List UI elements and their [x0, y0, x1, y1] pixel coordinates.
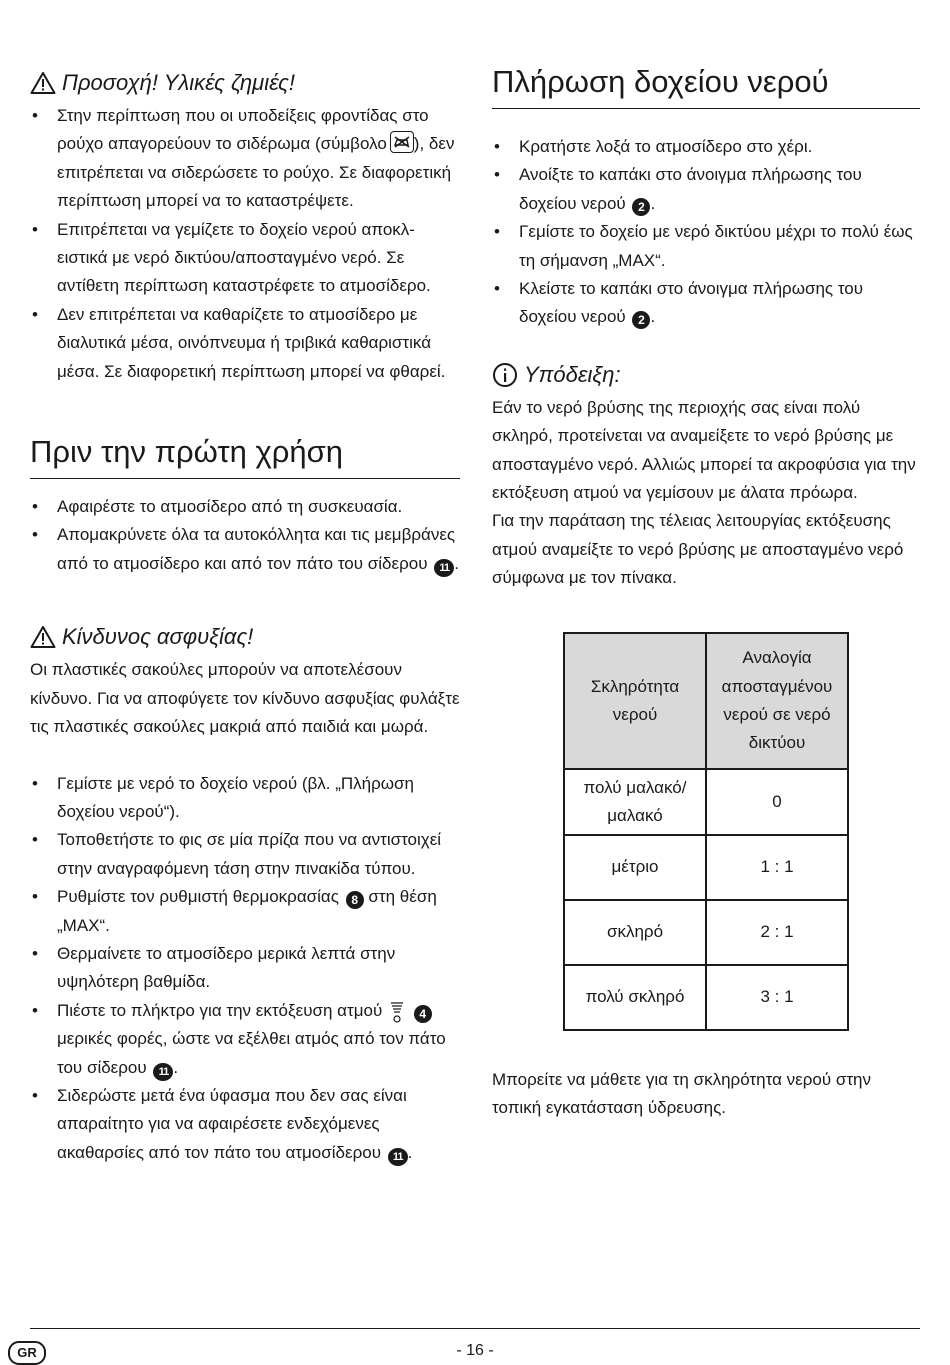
list-item: • Επιτρέπεται να γεμίζετε το δοχείο νερού αποκλ- ειστικά με νερό δικτύου/αποσταγμένο νερό. Σε αντίθετη περίπτωση καταστρέφετε το ατμοσίδερο.	[30, 216, 460, 301]
steam-button-icon	[389, 1000, 405, 1024]
part-number-badge: 11	[388, 1148, 408, 1166]
danger-title: Κίνδυνος ασφυξίας!	[62, 624, 254, 650]
note-paragraph: Εάν το νερό βρύσης της περιοχής σας είναι πολύ σκληρό, προτείνεται να αναμείξετε το νερό βρύσης με αποσταγμένο νερό. Αλλιώς μπορεί τα ακροφύσια για την εκτόξευση ατμού να γεμίσουν με άλατα πρόωρα.	[492, 397, 916, 503]
fill-tank-list	[492, 133, 920, 332]
warning-triangle-icon	[30, 625, 56, 649]
list-item: • Απομακρύνετε όλα τα αυτοκόλλητα και τις μεμβράνες από το ατμοσίδερο και από τον πάτο του σίδερου 11 .	[30, 521, 460, 578]
table-row	[564, 965, 848, 1030]
list-item: • Κρατήστε λοξά το ατμοσίδερο στο χέρι.	[492, 133, 920, 161]
list-item: • Σιδερώστε μετά ένα ύφασμα που δεν σας είναι απαραίτητο για να αφαιρέσετε ενδεχόμενες ακαθαρσίες από τον πάτο του ατμοσίδερου 11 .	[30, 1082, 460, 1167]
warning-triangle-icon	[30, 71, 56, 95]
footer-divider	[30, 1328, 920, 1329]
list-item: • Δεν επιτρέπεται να καθαρίζετε το ατμοσίδερο με διαλυτικά μέσα, οινόπνευμα ή τριβικά καθαριστικά μέσα. Σε διαφορετική περίπτωση μπορεί να φθαρεί.	[30, 301, 460, 386]
left-column	[30, 62, 460, 1167]
no-ironing-icon	[390, 131, 414, 153]
table-cell: πολύ μαλακό/ μαλακό	[564, 769, 706, 835]
note-heading	[492, 360, 920, 390]
caution-heading	[30, 68, 460, 98]
list-item: • Ανοίξτε το καπάκι στο άνοιγμα πλήρωσης του δοχείου νερού 2 .	[492, 161, 920, 218]
note-title: Υπόδειξη:	[524, 361, 621, 387]
water-hardness-table	[563, 632, 849, 1031]
table-cell: 1 : 1	[706, 835, 848, 900]
part-number-badge: 2	[632, 311, 650, 329]
table-row	[564, 900, 848, 965]
table-cell: 2 : 1	[706, 900, 848, 965]
right-column	[492, 62, 920, 593]
list-item: • Θερμαίνετε το ατμοσίδερο μερικά λεπτά στην υψηλότερη βαθμίδα.	[30, 940, 460, 997]
table-header: Σκληρότητα νερού	[564, 633, 706, 769]
table-cell: πολύ σκληρό	[564, 965, 706, 1030]
before-use-list	[30, 493, 460, 578]
part-number-badge: 2	[632, 198, 650, 216]
table-row	[564, 835, 848, 900]
table-header: Αναλογία αποσταγμένου νερού σε νερό δικτύου	[706, 633, 848, 769]
list-item: • Γεμίστε με νερό το δοχείο νερού (βλ. „Πλήρωση δοχείου νερού“).	[30, 770, 460, 827]
fill-tank-heading: Πλήρωση δοχείου νερού	[492, 62, 920, 109]
language-badge: GR	[8, 1341, 46, 1365]
list-item: • Κλείστε το καπάκι στο άνοιγμα πλήρωσης του δοχείου νερού 2 .	[492, 275, 920, 332]
part-number-badge: 11	[153, 1063, 173, 1081]
list-item: • Αφαιρέστε το ατμοσίδερο από τη συσκευασία.	[30, 493, 460, 521]
caution-title: Προσοχή! Υλικές ζημιές!	[62, 70, 295, 95]
list-item: • Ρυθμίστε τον ρυθμιστή θερμοκρασίας 8 στη θέση „MAX“.	[30, 883, 460, 940]
table-cell: μέτριο	[564, 835, 706, 900]
danger-heading	[30, 622, 460, 652]
part-number-badge: 11	[434, 559, 454, 577]
part-number-badge: 8	[346, 891, 364, 909]
hardness-footnote: Μπορείτε να μάθετε για τη σκληρότητα νερού στην τοπική εγκατάσταση ύδρευσης.	[492, 1070, 872, 1118]
table-header-row	[564, 633, 848, 769]
before-use-heading: Πριν την πρώτη χρήση	[30, 432, 460, 479]
list-item: • Γεμίστε το δοχείο με νερό δικτύου μέχρι το πολύ έως τη σήμανση „MAX“.	[492, 218, 920, 275]
info-icon	[492, 362, 518, 388]
danger-text: Οι πλαστικές σακούλες μπορούν να αποτελέσουν κίνδυνο. Για να αποφύγετε τον κίνδυνο ασφυξίας φυλάξτε τις πλαστικές σακούλες μακριά από παιδιά και μωρά.	[30, 660, 460, 737]
list-item: • Πιέστε το πλήκτρο για την εκτόξευση ατμού 4 μερικές φορές, ώστε να εξέλθει ατμός από τον πάτο του σίδερου 11 .	[30, 997, 460, 1082]
table-row	[564, 769, 848, 835]
table-cell: 3 : 1	[706, 965, 848, 1030]
table-cell: 0	[706, 769, 848, 835]
table-cell: σκληρό	[564, 900, 706, 965]
caution-list	[30, 102, 460, 386]
list-item: • Στην περίπτωση που οι υποδείξεις φροντίδας στο ρούχο απαγορεύουν το σιδέρωμα (σύμβολο ), δεν επιτρέπεται να σιδερώσετε το ρούχο. Σε διαφορετική περίπτωση μπορεί να το καταστρέψετε.	[30, 102, 460, 216]
steps-list	[30, 770, 460, 1168]
page-number: - 16 -	[456, 1342, 494, 1359]
part-number-badge: 4	[414, 1005, 432, 1023]
note-paragraph: Για την παράταση της τέλειας λειτουργίας εκτόξευσης ατμού αναμείξτε το νερό βρύσης με αποσταγμένο νερό σύμφωνα με τον πίνακα.	[492, 511, 904, 588]
list-item: • Τοποθετήστε το φις σε μία πρίζα που να αντιστοιχεί στην αναγραφόμενη τάση στην πινακίδα τύπου.	[30, 826, 460, 883]
